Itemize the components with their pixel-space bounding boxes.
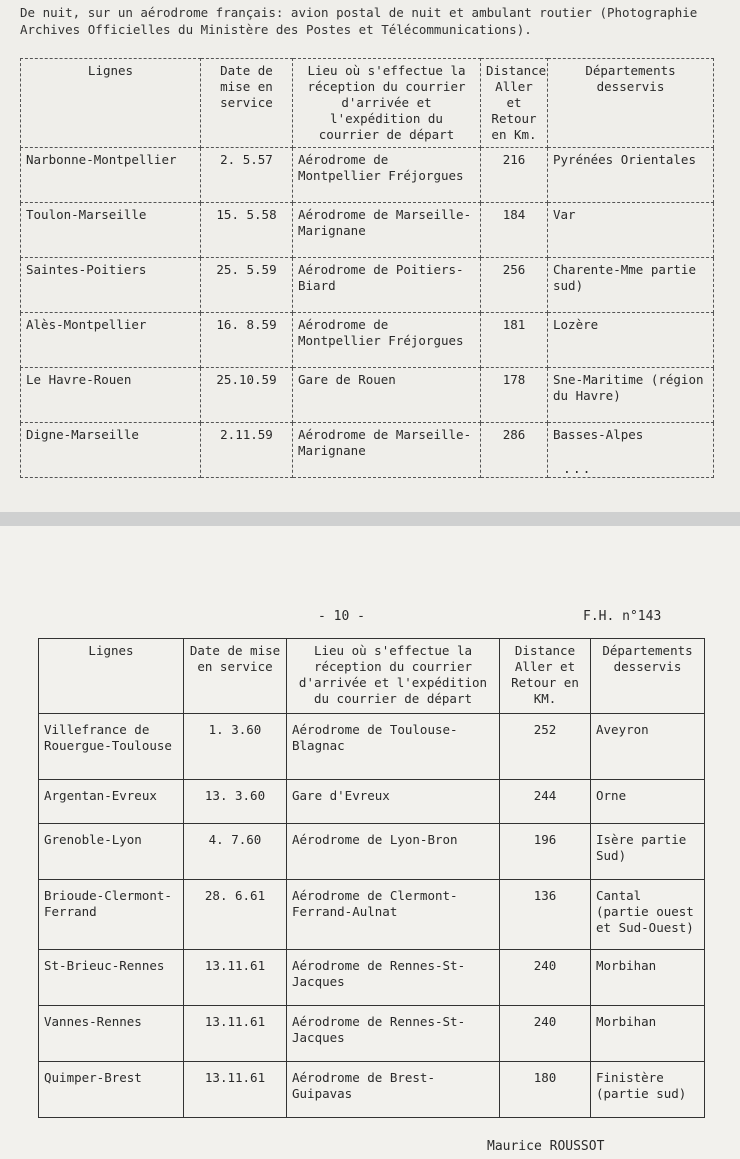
cell-lieu: Aérodrome de Lyon-Bron	[287, 824, 500, 880]
cell-distance: 184	[481, 203, 548, 258]
cell-ligne: Vannes-Rennes	[39, 1006, 184, 1062]
cell-lieu: Aérodrome de Rennes-St-Jacques	[287, 950, 500, 1006]
cell-ligne: Villefrance de Rouergue-Toulouse	[39, 714, 184, 780]
table-row	[21, 368, 714, 423]
cell-lieu: Gare de Rouen	[293, 368, 481, 423]
continuation-marker: ...	[563, 462, 593, 477]
cell-departement: Lozère	[548, 313, 714, 368]
cell-departement: Charente-Mme partie sud)	[548, 258, 714, 313]
table-row	[39, 824, 705, 880]
cell-ligne: Quimper-Brest	[39, 1062, 184, 1118]
cell-distance: 216	[481, 148, 548, 203]
header-lieu: Lieu où s'effectue la réception du courrier d'arrivée et l'expédition du courrier de départ	[287, 639, 500, 714]
table-row	[21, 148, 714, 203]
cell-departement: Var	[548, 203, 714, 258]
cell-date: 25.10.59	[201, 368, 293, 423]
cell-lieu: Aérodrome de Poitiers-Biard	[293, 258, 481, 313]
cell-departement: Morbihan	[591, 950, 705, 1006]
cell-date: 13.11.61	[184, 1006, 287, 1062]
cell-lieu: Aérodrome de Marseille-Marignane	[293, 203, 481, 258]
cell-departement: Isère partie Sud)	[591, 824, 705, 880]
cell-distance: 252	[500, 714, 591, 780]
table-row	[39, 950, 705, 1006]
cell-date: 16. 8.59	[201, 313, 293, 368]
cell-distance: 136	[500, 880, 591, 950]
cell-distance: 286	[481, 423, 548, 478]
cell-lieu: Aérodrome de Montpellier Fréjorgues	[293, 313, 481, 368]
bottom-table	[38, 638, 705, 1118]
page-number: - 10 -	[318, 609, 365, 624]
cell-date: 13. 3.60	[184, 780, 287, 824]
table-row	[39, 1006, 705, 1062]
cell-lieu: Aérodrome de Clermont-Ferrand-Aulnat	[287, 880, 500, 950]
table-row	[39, 1062, 705, 1118]
cell-lieu: Gare d'Evreux	[287, 780, 500, 824]
table-row	[39, 780, 705, 824]
table-row	[21, 203, 714, 258]
cell-lieu: Aérodrome de Brest-Guipavas	[287, 1062, 500, 1118]
cell-date: 2.11.59	[201, 423, 293, 478]
cell-distance: 244	[500, 780, 591, 824]
cell-distance: 180	[500, 1062, 591, 1118]
cell-date: 13.11.61	[184, 950, 287, 1006]
table-row	[21, 313, 714, 368]
cell-ligne: Le Havre-Rouen	[21, 368, 201, 423]
top-page-scan	[0, 0, 740, 512]
cell-departement: Pyrénées Orientales	[548, 148, 714, 203]
cell-distance: 240	[500, 950, 591, 1006]
cell-date: 15. 5.58	[201, 203, 293, 258]
table-header-row	[21, 59, 714, 148]
cell-ligne: Toulon-Marseille	[21, 203, 201, 258]
cell-distance: 178	[481, 368, 548, 423]
table-row	[39, 714, 705, 780]
header-distance: Distance Aller et Retour en Km.	[481, 59, 548, 148]
cell-ligne: St-Brieuc-Rennes	[39, 950, 184, 1006]
header-departements: Départements desservis	[548, 59, 714, 148]
top-table	[20, 58, 714, 478]
cell-lieu: Aérodrome de Montpellier Fréjorgues	[293, 148, 481, 203]
header-date: Date de mise en service	[201, 59, 293, 148]
bottom-page-scan	[0, 526, 740, 1159]
cell-lieu: Aérodrome de Rennes-St-Jacques	[287, 1006, 500, 1062]
cell-distance: 256	[481, 258, 548, 313]
cell-lieu: Aérodrome de Toulouse-Blagnac	[287, 714, 500, 780]
cell-date: 4. 7.60	[184, 824, 287, 880]
header-departements: Départements desservis	[591, 639, 705, 714]
header-distance: Distance Aller et Retour en KM.	[500, 639, 591, 714]
cell-ligne: Narbonne-Montpellier	[21, 148, 201, 203]
cell-date: 28. 6.61	[184, 880, 287, 950]
table-row	[21, 423, 714, 478]
cell-departement: Finistère (partie sud)	[591, 1062, 705, 1118]
header-lignes: Lignes	[21, 59, 201, 148]
document-reference: F.H. n°143	[583, 609, 662, 624]
cell-date: 13.11.61	[184, 1062, 287, 1118]
cell-ligne: Grenoble-Lyon	[39, 824, 184, 880]
table-row	[39, 880, 705, 950]
cell-ligne: Argentan-Evreux	[39, 780, 184, 824]
table-header-row	[39, 639, 705, 714]
cell-date: 2. 5.57	[201, 148, 293, 203]
cell-departement: Basses-Alpes	[548, 423, 714, 478]
author-signature: Maurice ROUSSOT	[487, 1139, 605, 1154]
header-date: Date de mise en service	[184, 639, 287, 714]
cell-departement: Cantal (partie ouest et Sud-Ouest)	[591, 880, 705, 950]
header-lieu: Lieu où s'effectue la réception du courrier d'arrivée et l'expédition du courrier de départ	[293, 59, 481, 148]
cell-distance: 240	[500, 1006, 591, 1062]
cell-distance: 181	[481, 313, 548, 368]
cell-departement: Sne-Maritime (région du Havre)	[548, 368, 714, 423]
cell-departement: Aveyron	[591, 714, 705, 780]
cell-ligne: Digne-Marseille	[21, 423, 201, 478]
cell-ligne: Alès-Montpellier	[21, 313, 201, 368]
cell-lieu: Aérodrome de Marseille-Marignane	[293, 423, 481, 478]
table-row	[21, 258, 714, 313]
photo-caption: De nuit, sur un aérodrome français: avion postal de nuit et ambulant routier (Photographie Archives Officielles du Ministère des Postes et Télécommunications).	[20, 5, 698, 37]
header-lignes: Lignes	[39, 639, 184, 714]
cell-ligne: Brioude-Clermont-Ferrand	[39, 880, 184, 950]
cell-date: 1. 3.60	[184, 714, 287, 780]
cell-departement: Morbihan	[591, 1006, 705, 1062]
cell-ligne: Saintes-Poitiers	[21, 258, 201, 313]
cell-date: 25. 5.59	[201, 258, 293, 313]
cell-departement: Orne	[591, 780, 705, 824]
cell-distance: 196	[500, 824, 591, 880]
